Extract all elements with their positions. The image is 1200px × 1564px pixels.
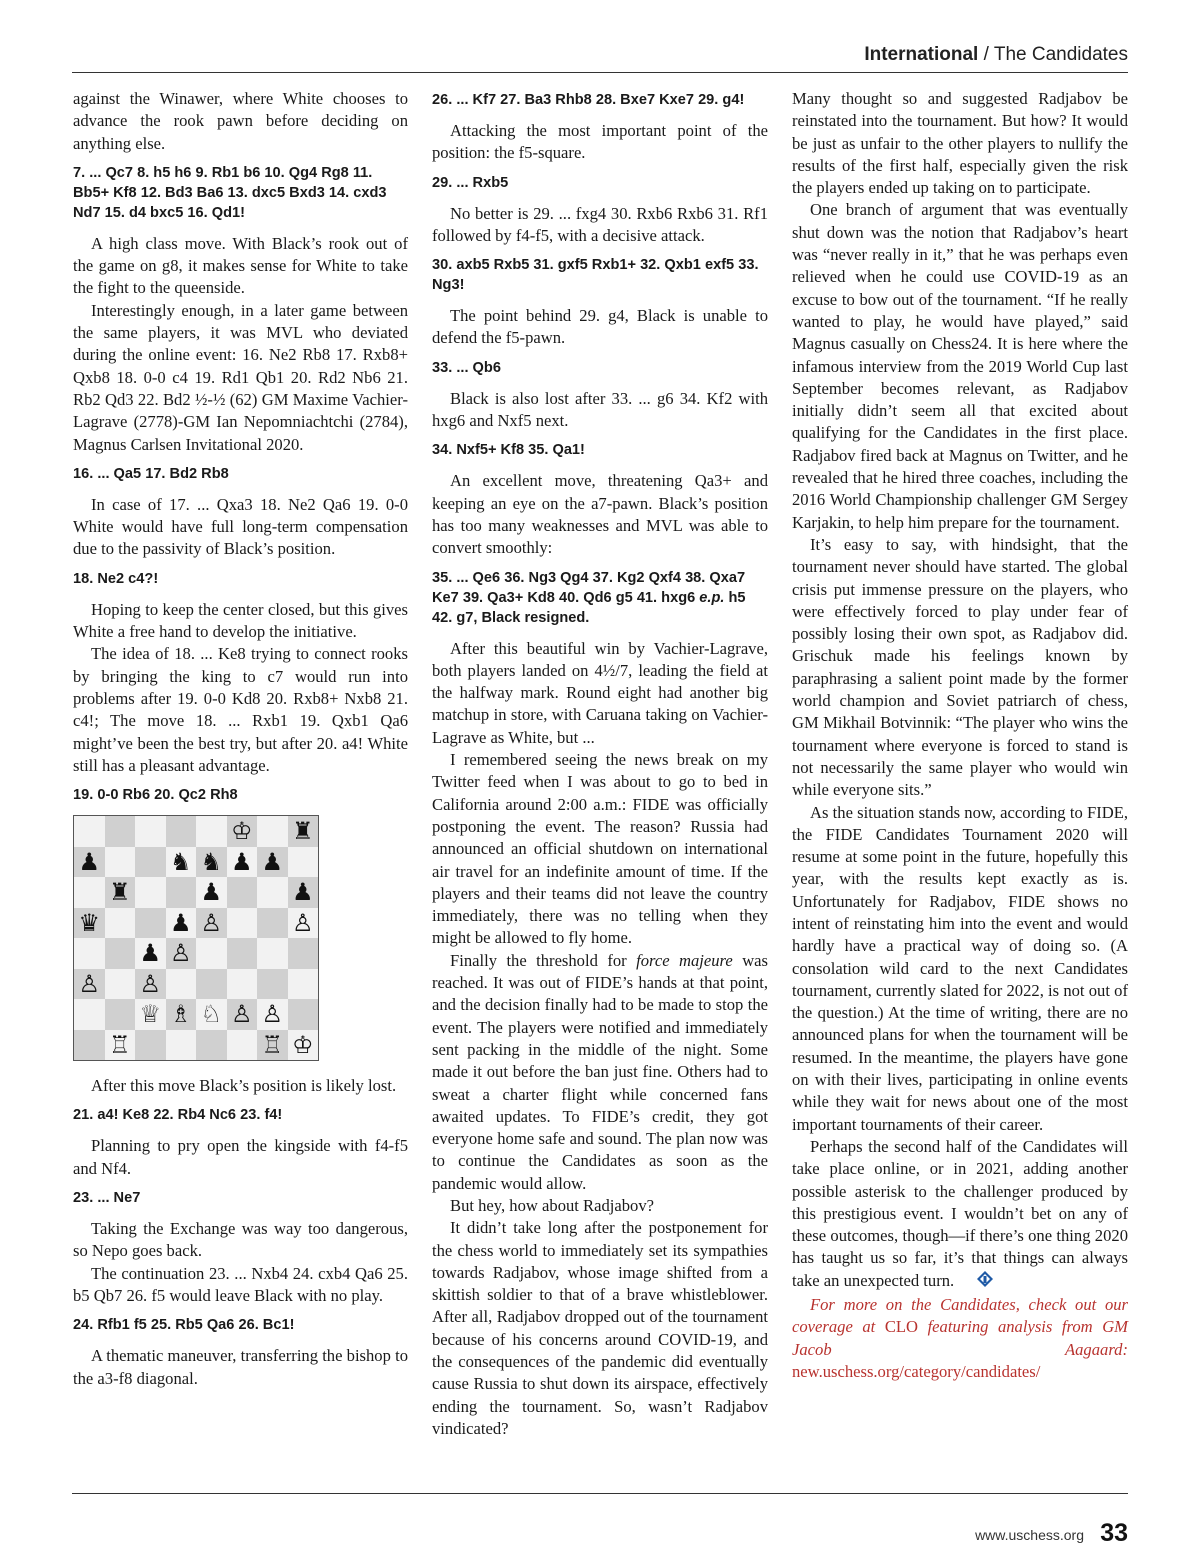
- board-square: [74, 969, 105, 1000]
- paragraph: A thematic maneuver, transferring the bishop to the a3-f8 diagonal.: [73, 1346, 408, 1388]
- board-square: [227, 938, 258, 969]
- board-square: [135, 908, 166, 939]
- board-square: [135, 969, 166, 1000]
- move-line: 33. ... Qb6: [432, 359, 501, 376]
- paragraph: Interestingly enough, in a later game between the same players, it was MVL who deviated during the online event: 16. Ne2 Rb8 17. Rxb8+ Qxb8 18. 0-0 c4 19. Rd1 Qb1 20. Rd2 Nb6 21. Rb2 Qd3 22. Bd2 ½-½ (62) GM Maxime Vachier-Lagrave (2778)-GM Ian Nepomniachtchi (2784), Magnus Carlsen Invitational 2020.: [73, 300, 408, 454]
- board-square: [166, 816, 197, 847]
- board-square: [74, 908, 105, 939]
- board-square: [257, 847, 288, 878]
- board-square: [257, 877, 288, 908]
- chess-piece: ♙: [291, 908, 314, 937]
- paragraph: One branch of argument that was eventually shut down was the notion that Radjabov’s heart was “never really in it,” that he was perhaps even relieved when he could use COVID-19 as an excuse to bow out of the tournament. “If he really wanted to play, he would have played,” said Magnus casually on Chess24. It is here where the infamous interview from the 2019 World Cup last September becomes relevant, as Radjabov initially didn’t seem all that excited about qualifying for the Candidates in the first place. Radjabov fired back at Magnus on Twitter, and he revealed that he hired three coaches, including the 2016 World Championship challenger GM Sergey Karjakin, to help him prepare for the tournament.: [792, 200, 1128, 532]
- move-text: h5 42. g7, Black resigned.: [432, 589, 746, 626]
- header-separator: /: [978, 44, 994, 65]
- board-square: [227, 908, 258, 939]
- board-square: [288, 908, 319, 939]
- chess-piece: ♙: [200, 908, 222, 937]
- move-line: 26. ... Kf7 27. Ba3 Rhb8 28. Bxe7 Kxe7 29. g4!: [432, 92, 745, 108]
- move-line: 19. 0-0 Rb6 20. Qc2 Rh8: [73, 787, 238, 804]
- paragraph: After this move Black’s position is likely lost.: [91, 1076, 397, 1096]
- move-line: 23. ... Ne7: [73, 1190, 141, 1207]
- chess-piece: ♖: [261, 1030, 283, 1059]
- board-square: [288, 969, 319, 1000]
- column-2: [432, 88, 768, 1440]
- bottom-rule: [72, 1493, 1128, 1494]
- paragraph: A high class move. With Black’s rook out of the game on g8, it makes sense for White to take the fight to the queenside.: [73, 233, 408, 298]
- move-line: 24. Rfb1 f5 25. Rb5 Qa6 26. Bc1!: [73, 1317, 295, 1334]
- board-square: [227, 969, 258, 1000]
- board-square: [196, 1030, 227, 1061]
- paragraph: The idea of 18. ... Ke8 trying to connect rooks by bringing the king to c7 would run into problems after 19. 0-0 Kd8 20. Rxb8+ Nxb8 21. c4!; The move 18. ... Rxb1 19. Qxb1 Qa6 might’ve been the best try, but after 20. a4! White still has a pleasant advantage.: [73, 644, 408, 775]
- column-1: [73, 88, 408, 1390]
- chess-piece: ♟: [200, 878, 222, 907]
- en-passant-notation: e.p.: [699, 589, 725, 606]
- board-square: [196, 877, 227, 908]
- board-square: [105, 847, 136, 878]
- board-square: [196, 816, 227, 847]
- running-header: [864, 44, 1128, 66]
- paragraph: No better is 29. ... fxg4 30. Rxb6 Rxb6 31. Rf1 followed by f4-f5, with a decisive attack.: [432, 203, 768, 245]
- board-square: [196, 847, 227, 878]
- paragraph: Attacking the most important point of the position: the f5-square.: [432, 121, 768, 163]
- board-square: [288, 999, 319, 1030]
- promo-clo: CLO: [884, 1317, 919, 1337]
- board-square: [166, 969, 197, 1000]
- paragraph: After this beautiful win by Vachier-Lagrave, both players landed on 4½/7, leading the field at the halfway mark. Round eight had another big matchup in store, with Caruana taking on Vachier-Lagrave as White, but ...: [432, 638, 768, 747]
- header-section: International: [864, 44, 979, 65]
- board-square: [288, 1030, 319, 1061]
- move-line: 34. Nxf5+ Kf8 35. Qa1!: [432, 442, 585, 459]
- promo-note: [792, 1294, 1128, 1383]
- board-square: [135, 938, 166, 969]
- board-square: [288, 847, 319, 878]
- board-square: [288, 938, 319, 969]
- paragraph: It’s easy to say, with hindsight, that the tournament never should have started. The global crisis put immense pressure on the players, who were effectively forced to play under fear of possibly losing their own spot, as Radjabov did. Grischuk made his feelings known by paraphrasing a salient point made by the former world champion and Soviet patriarch of chess, GM Mikhail Botvinnik: “The player who wins the tournament where everyone is forced to stand is not necessarily the same player who would win while everyone sits.”: [792, 534, 1128, 800]
- board-square: [74, 1030, 105, 1061]
- board-square: [257, 938, 288, 969]
- board-square: [74, 877, 105, 908]
- chess-piece: ♜: [108, 878, 131, 907]
- board-square: [196, 999, 227, 1030]
- chess-piece: ♞: [200, 847, 222, 876]
- board-square: [135, 877, 166, 908]
- move-line: 29. ... Rxb5: [432, 174, 509, 191]
- board-square: [288, 877, 319, 908]
- chess-piece: ♔: [291, 1030, 314, 1059]
- board-square: [257, 999, 288, 1030]
- chess-piece: ♟: [291, 878, 314, 907]
- board-square: [105, 877, 136, 908]
- promo-text: featuring analysis from GM Jacob Aagaard:: [792, 1317, 1128, 1359]
- chess-piece: ♟: [261, 847, 283, 876]
- board-square: [74, 847, 105, 878]
- chess-piece: ♖: [108, 1030, 131, 1059]
- board-square: [196, 938, 227, 969]
- board-square: [135, 999, 166, 1030]
- board-square: [74, 816, 105, 847]
- paragraph: An excellent move, threatening Qa3+ and keeping an eye on the a7-pawn. Black’s position has too many weaknesses and MVL was able to convert smoothly:: [432, 471, 768, 558]
- board-square: [105, 999, 136, 1030]
- paragraph: against the Winawer, where White chooses to advance the rook pawn before deciding on anything else.: [73, 89, 408, 153]
- board-square: [105, 969, 136, 1000]
- top-rule: [72, 72, 1128, 73]
- board-square: [135, 816, 166, 847]
- text-run: was reached. It was out of FIDE’s hands at that point, and the decision finally had to be made to stop the event. The players were notified and immediately sent packing in the middle of the night. Some made it out before the ban just fine. Others had to sweat a charter flight while concerned fans awaited updates. To FIDE’s credit, they got everyone home safe and sound. The plan now was to continue the Candidates as soon as the pandemic would allow.: [432, 950, 768, 1193]
- board-square: [74, 938, 105, 969]
- paragraph: Black is also lost after 33. ... g6 34. Kf2 with hxg6 and Nxf5 next.: [432, 388, 768, 431]
- move-line: 7. ... Qc7 8. h5 h6 9. Rb1 b6 10. Qg4 Rg8 11. Bb5+ Kf8 12. Bd3 Ba6 13. dxc5 Bxd3 14. cxd3 Nd7 15. d4 bxc5 16. Qd1!: [73, 164, 387, 221]
- paragraph: The point behind 29. g4, Black is unable to defend the f5-pawn.: [432, 306, 768, 348]
- promo-text: For more on the Candidates, check out our coverage at: [792, 1295, 1128, 1337]
- paragraph: [432, 950, 768, 1195]
- text-run: Perhaps the second half of the Candidates will take place online, or in 2021, adding another possible asterisk to the challenger produced by this prestigious event. I wouldn’t bet on any of these outcomes, though—if there’s one thing 2020 has taught us so far, it’s that things can always take an unexpected turn.: [792, 1136, 1128, 1290]
- board-square: [166, 908, 197, 939]
- paragraph: The continuation 23. ... Nxb4 24. cxb4 Qa6 25. b5 Qb7 26. f5 would leave Black with no play.: [73, 1263, 408, 1305]
- board-square: [227, 999, 258, 1030]
- move-line: [432, 568, 768, 628]
- paragraph: It didn’t take long after the postponement for the chess world to immediately set its sympathies towards Radjabov, whose image shifted from a skittish soldier to that of a brave whistleblower. After all, Radjabov dropped out of the tournament because of his concerns around COVID-19, and the consequences of the pandemic did eventually cause Russia to shut down its airspace, effectively ending the tournament. So, wasn’t Radjabov vindicated?: [432, 1218, 768, 1438]
- board-square: [74, 999, 105, 1030]
- chess-piece: ♟: [169, 908, 192, 937]
- board-square: [166, 999, 197, 1030]
- chess-piece: ♙: [78, 969, 100, 998]
- column-3: [792, 88, 1128, 1383]
- board-square: [227, 816, 258, 847]
- board-square: [227, 1030, 258, 1061]
- promo-link[interactable]: new.uschess.org/category/candidates/: [792, 1361, 1041, 1381]
- chess-diagram: [73, 815, 319, 1061]
- board-square: [105, 1030, 136, 1061]
- italic-term: force majeure: [636, 950, 733, 970]
- board-square: [166, 938, 197, 969]
- chess-piece: ♘: [200, 1000, 222, 1029]
- paragraph: But hey, how about Radjabov?: [450, 1195, 655, 1215]
- board-square: [257, 969, 288, 1000]
- paragraph: I remembered seeing the news break on my Twitter feed when I was about to go to bed in California around 2:00 a.m.: FIDE was officially postponing the event. The reason? Russia had announced an official shutdown on international air travel for an indefinite amount of time. If the players and their teams did not leave the country immediately, there was no telling when they might be allowed to fly home.: [432, 750, 768, 948]
- move-line: 30. axb5 Rxb5 31. gxf5 Rxb1+ 32. Qxb1 exf5 33. Ng3!: [432, 257, 759, 294]
- board-square: [105, 816, 136, 847]
- board-square: [227, 877, 258, 908]
- paragraph: Taking the Exchange was way too dangerous, so Nepo goes back.: [73, 1219, 408, 1261]
- chess-piece: ♙: [139, 969, 161, 998]
- board-square: [257, 1030, 288, 1061]
- board-square: [196, 908, 227, 939]
- chess-piece: ♜: [291, 817, 314, 846]
- board-square: [105, 938, 136, 969]
- text-run: Finally the threshold for: [450, 950, 637, 970]
- board-square: [257, 908, 288, 939]
- move-line: 18. Ne2 c4?!: [73, 570, 159, 587]
- board-square: [135, 1030, 166, 1061]
- paragraph: In case of 17. ... Qxa3 18. Ne2 Qa6 19. 0-0 White would have full long-term compensation due to the passivity of Black’s position.: [73, 494, 408, 559]
- chess-piece: ♕: [139, 1000, 161, 1029]
- move-line: 21. a4! Ke8 22. Rb4 Nc6 23. f4!: [73, 1107, 283, 1124]
- footer-url: www.uschess.org: [975, 1527, 1084, 1543]
- chess-piece: ♛: [78, 908, 100, 937]
- paragraph: [792, 1136, 1128, 1294]
- chess-piece: ♟: [230, 847, 253, 876]
- board-square: [196, 969, 227, 1000]
- board-square: [227, 847, 258, 878]
- paragraph: As the situation stands now, according to FIDE, the FIDE Candidates Tournament 2020 will resume at some point in the future, hopefully this year, with the results kept exactly as is. Unfortunately for Radjabov, FIDE shows no intent of reinstating him into the event and would hardly have a practical way of doing so. (A consolation wild card to the next Candidates tournament, currently slated for 2022, is not out of the question.) At the time of writing, there are no announced plans for when the tournament will be resumed. In the meantime, the players have gone on with their lives, participating in online events while they wait for news about one of the most important tournaments of their career.: [792, 802, 1128, 1134]
- chess-piece: ♗: [169, 1000, 192, 1029]
- chess-piece: ♞: [169, 847, 192, 876]
- board-square: [166, 1030, 197, 1061]
- paragraph: Many thought so and suggested Radjabov be reinstated into the tournament. But how? It would be just as unfair to the other players to nullify the results of the first half, especially given the risk the players ended up taking on to participate.: [792, 89, 1128, 198]
- board-square: [105, 908, 136, 939]
- header-topic: The Candidates: [993, 44, 1128, 65]
- chess-piece: ♔: [230, 817, 253, 846]
- move-text: 35. ... Qe6 36. Ng3 Qg4 37. Kg2 Qxf4 38. Qxa7 Ke7 39. Qa3+ Kd8 40. Qd6 g5 41. hxg6: [432, 569, 746, 606]
- board-square: [288, 816, 319, 847]
- board-square: [166, 847, 197, 878]
- uschess-diamond-icon: [958, 1270, 994, 1294]
- board-square: [257, 816, 288, 847]
- board-square: [166, 877, 197, 908]
- paragraph: Planning to pry open the kingside with f4-f5 and Nf4.: [73, 1136, 408, 1178]
- paragraph: Hoping to keep the center closed, but this gives White a free hand to develop the initiative.: [73, 599, 408, 642]
- chess-piece: ♙: [261, 1000, 283, 1029]
- chess-piece: ♟: [78, 847, 100, 876]
- page-number: 33: [1100, 1519, 1128, 1547]
- chess-piece: ♙: [230, 1000, 253, 1029]
- chess-piece: ♟: [139, 939, 161, 968]
- chess-piece: ♙: [169, 939, 192, 968]
- move-line: 16. ... Qa5 17. Bd2 Rb8: [73, 465, 229, 482]
- board-square: [135, 847, 166, 878]
